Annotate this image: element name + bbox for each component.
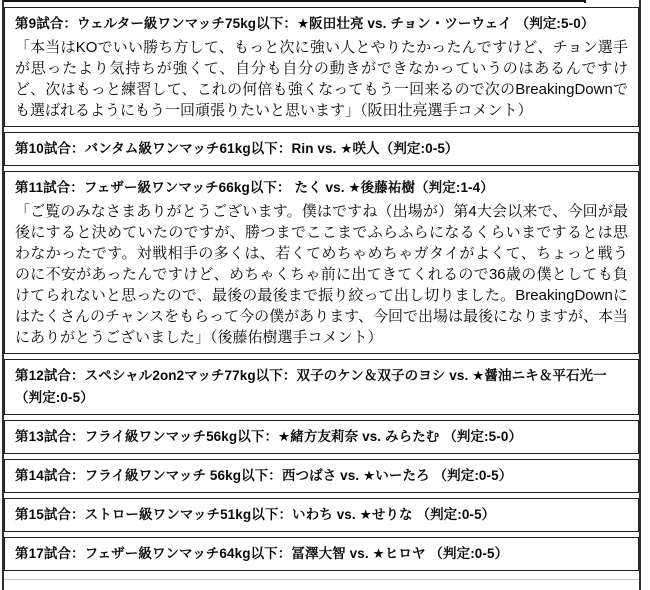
fighter-comment: 「本当はKOでいい勝ち方して、もっと次に強い人とやりたかったんですけど、チョン選手が思ったより気持ちが強くて、自分も自分の動きができなかっていうのはあるんですけど、次はもっと練習して、これの何倍も強くなってもう一回来るので次のBreakingDownでも選ばれるようにもう一回頑張りたいと思います」（阪田壮亮選手コメント） [15, 39, 628, 119]
match-heading: 第15試合：ストロー級ワンマッチ51kg以下：いわち vs. ★せりな （判定:0-5） [15, 507, 496, 522]
match-row [4, 420, 639, 454]
match-row [4, 459, 639, 493]
match-row [4, 359, 639, 415]
match-heading: 第11試合：フェザー級ワンマッチ66kg以下： たく vs. ★後藤祐樹（判定:1-4） [15, 180, 494, 195]
results-document [2, 0, 641, 590]
match-row [4, 7, 639, 127]
match-rows-container [4, 0, 639, 571]
match-row [4, 132, 639, 166]
match-row [4, 171, 639, 354]
match-heading: 第13試合：フライ級ワンマッチ56kg以下：★緒方友莉奈 vs. みらたむ （判定:5-0） [15, 429, 523, 444]
match-row [4, 498, 639, 532]
match-heading: 第10試合：バンタム級ワンマッチ61kg以下：Rin vs. ★咲人（判定:0-5） [15, 141, 459, 156]
match-heading: 第14試合：フライ級ワンマッチ 56kg以下：西つばさ vs. ★いーたろ （判定:0-5） [15, 468, 513, 483]
match-row [4, 537, 639, 571]
match-heading: 第12試合：スペシャル2on2マッチ77kg以下：双子のケン＆双子のヨシ vs. ★醤油ニキ＆平石光一 （判定:0-5） [15, 368, 607, 405]
next-row-cutoff-border [4, 579, 639, 580]
match-heading: 第17試合：フェザー級ワンマッチ64kg以下：冨澤大智 vs. ★ヒロヤ （判定:0-5） [15, 546, 509, 561]
match-heading: 第9試合：ウェルター級ワンマッチ75kg以下：★阪田壮亮 vs. チョン・ツーウェイ （判定:5-0） [15, 16, 595, 31]
fighter-comment: 「ご覧のみなさまありがとうございます。僕はですね（出場が）第4大会以来で、今回が最後にすると決めていたのですが、勝つまでここまでふらふらになるくらいまでするとは思わなかったです。対戦相手の多くは、若くてめちゃめちゃガタイがよくて、ちょっと戦うのに不安があったんですけど、めちゃくちゃ前に出てきてくれるので36歳の僕としても負けてられないと思ったので、最後の最後まで振り絞って出し切りました。BreakingDownにはたくさんのチャンスをもらって今の僕があります、今回で出場は最後になりますが、本当にありがとうございました」（後藤佑樹選手コメント） [15, 203, 628, 346]
